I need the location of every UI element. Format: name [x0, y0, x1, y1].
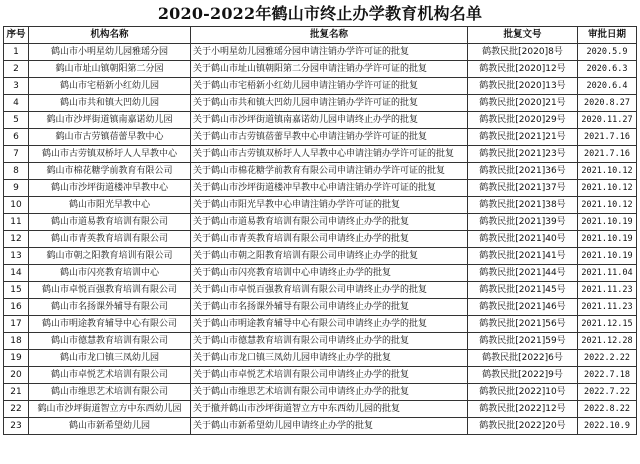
cell-org-name: 鹤山市古劳镇双桥圩人人早教中心	[29, 146, 191, 163]
cell-doc-number: 鹤教民批[2021]41号	[468, 248, 578, 265]
cell-approval-date: 2021.11.23	[578, 299, 637, 316]
cell-org-name: 鹤山市小明星幼儿园雅瑶分园	[29, 44, 191, 61]
cell-doc-number: 鹤教民批[2020]13号	[468, 78, 578, 95]
cell-serial: 14	[4, 265, 29, 282]
cell-serial: 4	[4, 95, 29, 112]
cell-approval-name: 关于鹤山市共和镇大凹幼儿园申请注销办学许可证的批复	[191, 95, 468, 112]
document-title: 2020-2022年鹤山市终止办学教育机构名单	[157, 4, 483, 23]
cell-approval-date: 2021.10.19	[578, 248, 637, 265]
cell-org-name: 鹤山市卓悦艺术培训有限公司	[29, 367, 191, 384]
cell-approval-name: 关于鹤山市明途教育辅导中心有限公司申请终止办学的批复	[191, 316, 468, 333]
cell-doc-number: 鹤教民批[2022]6号	[468, 350, 578, 367]
cell-approval-name: 关于鹤山市德慧教育培训有限公司申请终止办学的批复	[191, 333, 468, 350]
cell-serial: 18	[4, 333, 29, 350]
cell-approval-name: 关于鹤山市卓悦百强教育培训有限公司申请终止办学的批复	[191, 282, 468, 299]
cell-org-name: 鹤山市共和镇大凹幼儿园	[29, 95, 191, 112]
cell-doc-number: 鹤教民批[2021]44号	[468, 265, 578, 282]
cell-approval-date: 2022.7.22	[578, 384, 637, 401]
cell-org-name: 鹤山市闪亮教育培训中心	[29, 265, 191, 282]
cell-serial: 12	[4, 231, 29, 248]
cell-approval-date: 2022.10.9	[578, 418, 637, 435]
table-row	[4, 316, 637, 333]
cell-doc-number: 鹤教民批[2020]29号	[468, 112, 578, 129]
header-approval-date: 审批日期	[578, 27, 637, 44]
cell-serial: 15	[4, 282, 29, 299]
cell-doc-number: 鹤教民批[2020]21号	[468, 95, 578, 112]
table-row	[4, 418, 637, 435]
cell-org-name: 鹤山市维思艺术培训有限公司	[29, 384, 191, 401]
table-row	[4, 282, 637, 299]
cell-serial: 23	[4, 418, 29, 435]
header-org-name: 机构名称	[29, 27, 191, 44]
cell-org-name: 鹤山市青英教育培训有限公司	[29, 231, 191, 248]
cell-doc-number: 鹤教民批[2022]9号	[468, 367, 578, 384]
cell-doc-number: 鹤教民批[2021]46号	[468, 299, 578, 316]
cell-approval-name: 关于鹤山市古劳镇双桥圩人人早教中心申请注销办学许可证的批复	[191, 146, 468, 163]
cell-org-name: 鹤山市古劳镇蓓蕾早教中心	[29, 129, 191, 146]
cell-approval-date: 2021.10.19	[578, 214, 637, 231]
cell-serial: 21	[4, 384, 29, 401]
table-row	[4, 197, 637, 214]
cell-doc-number: 鹤教民批[2020]12号	[468, 61, 578, 78]
table-row	[4, 367, 637, 384]
cell-org-name: 鹤山市阳光早教中心	[29, 197, 191, 214]
table-row	[4, 180, 637, 197]
cell-approval-date: 2021.11.23	[578, 282, 637, 299]
cell-approval-name: 关于鹤山市棉花糖学前教育有限公司申请注销办学许可证的批复	[191, 163, 468, 180]
cell-org-name: 鹤山市址山镇朝阳第二分园	[29, 61, 191, 78]
cell-doc-number: 鹤教民批[2021]40号	[468, 231, 578, 248]
table-row	[4, 61, 637, 78]
cell-org-name: 鹤山市沙坪街道镇南嘉诺幼儿园	[29, 112, 191, 129]
cell-org-name: 鹤山市宅梧新小红幼儿园	[29, 78, 191, 95]
table-row	[4, 78, 637, 95]
cell-serial: 1	[4, 44, 29, 61]
cell-serial: 9	[4, 180, 29, 197]
cell-approval-name: 关于鹤山市道易教育培训有限公司申请终止办学的批复	[191, 214, 468, 231]
cell-approval-name: 关于鹤山市阳光早教中心申请注销办学许可证的批复	[191, 197, 468, 214]
table-row	[4, 401, 637, 418]
table-row	[4, 129, 637, 146]
cell-doc-number: 鹤教民批[2021]23号	[468, 146, 578, 163]
cell-serial: 2	[4, 61, 29, 78]
table-row	[4, 112, 637, 129]
cell-org-name: 鹤山市朝之阳教育培训有限公司	[29, 248, 191, 265]
cell-org-name: 鹤山市德慧教育培训有限公司	[29, 333, 191, 350]
cell-org-name: 鹤山市棉花糖学前教育有限公司	[29, 163, 191, 180]
cell-approval-date: 2022.8.22	[578, 401, 637, 418]
cell-doc-number: 鹤教民批[2020]8号	[468, 44, 578, 61]
table-row	[4, 299, 637, 316]
cell-approval-name: 关于鹤山市青英教育培训有限公司申请终止办学的批复	[191, 231, 468, 248]
cell-serial: 11	[4, 214, 29, 231]
cell-doc-number: 鹤教民批[2021]45号	[468, 282, 578, 299]
cell-approval-date: 2021.7.16	[578, 146, 637, 163]
cell-approval-date: 2021.10.12	[578, 163, 637, 180]
cell-doc-number: 鹤教民批[2022]12号	[468, 401, 578, 418]
header-serial: 序号	[4, 27, 29, 44]
cell-approval-name: 关于鹤山市朝之阳教育培训有限公司申请终止办学的批复	[191, 248, 468, 265]
cell-serial: 16	[4, 299, 29, 316]
cell-serial: 17	[4, 316, 29, 333]
cell-doc-number: 鹤教民批[2022]20号	[468, 418, 578, 435]
table-header-row	[4, 27, 637, 44]
cell-approval-date: 2021.10.12	[578, 180, 637, 197]
cell-approval-name: 关于鹤山市址山镇朝阳第二分园申请注销办学许可证的批复	[191, 61, 468, 78]
cell-approval-date: 2020.8.27	[578, 95, 637, 112]
cell-serial: 7	[4, 146, 29, 163]
cell-approval-date: 2020.6.4	[578, 78, 637, 95]
cell-approval-name: 关于鹤山市古劳镇蓓蕾早教中心申请注销办学许可证的批复	[191, 129, 468, 146]
cell-serial: 20	[4, 367, 29, 384]
cell-serial: 13	[4, 248, 29, 265]
cell-approval-name: 关于鹤山市宅梧新小红幼儿园申请注销办学许可证的批复	[191, 78, 468, 95]
cell-doc-number: 鹤教民批[2021]36号	[468, 163, 578, 180]
cell-approval-date: 2020.5.9	[578, 44, 637, 61]
cell-serial: 8	[4, 163, 29, 180]
cell-approval-date: 2021.12.28	[578, 333, 637, 350]
table-row	[4, 95, 637, 112]
cell-doc-number: 鹤教民批[2021]56号	[468, 316, 578, 333]
cell-doc-number: 鹤教民批[2021]21号	[468, 129, 578, 146]
table-row	[4, 333, 637, 350]
cell-approval-date: 2021.10.12	[578, 197, 637, 214]
cell-serial: 19	[4, 350, 29, 367]
cell-approval-name: 关于小明星幼儿园雅瑶分园申请注销办学许可证的批复	[191, 44, 468, 61]
cell-approval-date: 2022.7.18	[578, 367, 637, 384]
cell-org-name: 鹤山市龙口镇三凤幼儿园	[29, 350, 191, 367]
table-row	[4, 146, 637, 163]
table-row	[4, 265, 637, 282]
cell-serial: 6	[4, 129, 29, 146]
cell-approval-name: 关于鹤山市新希望幼儿园申请终止办学的批复	[191, 418, 468, 435]
table-row	[4, 231, 637, 248]
header-approval-name: 批复名称	[191, 27, 468, 44]
cell-approval-date: 2021.10.19	[578, 231, 637, 248]
cell-approval-name: 关于撤并鹤山市沙坪街道智立方中东西幼儿园的批复	[191, 401, 468, 418]
cell-approval-date: 2020.6.3	[578, 61, 637, 78]
cell-org-name: 鹤山市沙坪街道楼冲早教中心	[29, 180, 191, 197]
cell-org-name: 鹤山市明途教育辅导中心有限公司	[29, 316, 191, 333]
cell-approval-name: 关于鹤山市维思艺术培训有限公司申请终止办学的批复	[191, 384, 468, 401]
cell-org-name: 鹤山市沙坪街道智立方中东西幼儿园	[29, 401, 191, 418]
cell-approval-name: 关于鹤山市沙坪街道楼冲早教中心申请注销办学许可证的批复	[191, 180, 468, 197]
cell-approval-date: 2021.7.16	[578, 129, 637, 146]
table-row	[4, 248, 637, 265]
table-row	[4, 214, 637, 231]
cell-serial: 22	[4, 401, 29, 418]
cell-org-name: 鹤山市新希望幼儿园	[29, 418, 191, 435]
cell-approval-name: 关于鹤山市闪亮教育培训中心申请终止办学的批复	[191, 265, 468, 282]
header-doc-number: 批复文号	[468, 27, 578, 44]
cell-serial: 10	[4, 197, 29, 214]
cell-serial: 5	[4, 112, 29, 129]
table-row	[4, 384, 637, 401]
table-row	[4, 163, 637, 180]
cell-approval-name: 关于鹤山市名扬课外辅导有限公司申请终止办学的批复	[191, 299, 468, 316]
cell-approval-name: 关于鹤山市龙口镇三凤幼儿园申请终止办学的批复	[191, 350, 468, 367]
cell-approval-name: 关于鹤山市沙坪街道镇南嘉诺幼儿园申请终止办学的批复	[191, 112, 468, 129]
cell-doc-number: 鹤教民批[2021]38号	[468, 197, 578, 214]
cell-org-name: 鹤山市名扬课外辅导有限公司	[29, 299, 191, 316]
cell-doc-number: 鹤教民批[2021]59号	[468, 333, 578, 350]
institution-table	[3, 26, 637, 435]
cell-serial: 3	[4, 78, 29, 95]
cell-approval-name: 关于鹤山市卓悦艺术培训有限公司申请终止办学的批复	[191, 367, 468, 384]
cell-doc-number: 鹤教民批[2022]10号	[468, 384, 578, 401]
cell-doc-number: 鹤教民批[2021]37号	[468, 180, 578, 197]
cell-approval-date: 2021.12.15	[578, 316, 637, 333]
cell-approval-date: 2021.11.04	[578, 265, 637, 282]
cell-org-name: 鹤山市卓悦百强教育培训有限公司	[29, 282, 191, 299]
table-row	[4, 44, 637, 61]
table-row	[4, 350, 637, 367]
cell-approval-date: 2020.11.27	[578, 112, 637, 129]
cell-org-name: 鹤山市道易教育培训有限公司	[29, 214, 191, 231]
cell-doc-number: 鹤教民批[2021]39号	[468, 214, 578, 231]
cell-approval-date: 2022.2.22	[578, 350, 637, 367]
